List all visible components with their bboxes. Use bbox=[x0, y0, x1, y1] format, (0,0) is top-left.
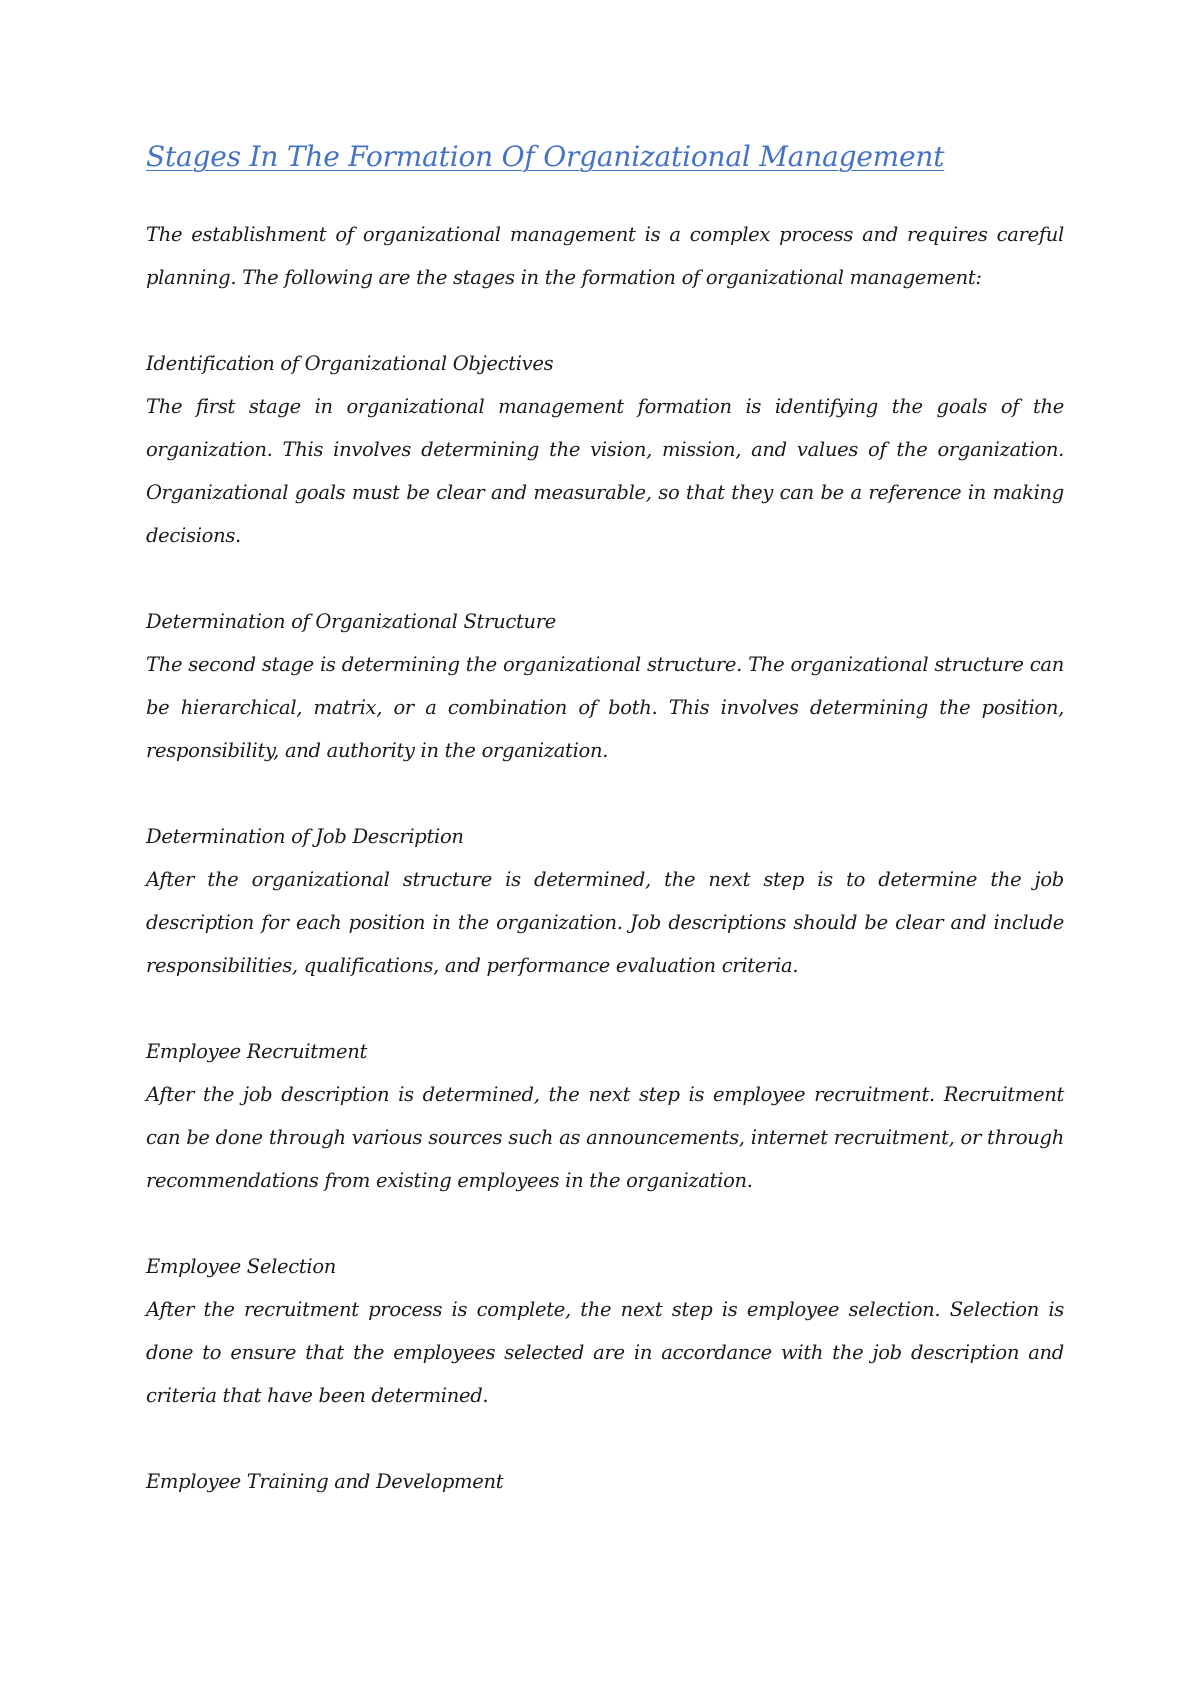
document-title[interactable]: Stages In The Formation Of Organizational Management bbox=[146, 140, 945, 173]
section-heading: Employee Selection bbox=[146, 1255, 337, 1278]
section-job-description bbox=[146, 815, 1064, 987]
section-body: The second stage is determining the organizational structure. The organizational structure can be hierarchical, matrix, or a combination of both. This involves determining the position, responsibility, and authority in the organization. bbox=[146, 653, 1064, 762]
section-body: After the job description is determined, the next step is employee recruitment. Recruitment can be done through various sources such as announcements, internet recruitment, or through recommendations from existing employees in the organization. bbox=[146, 1083, 1064, 1192]
section-selection bbox=[146, 1245, 1064, 1417]
section-heading: Employee Recruitment bbox=[146, 1040, 368, 1063]
section-heading: Identification of Organizational Objectives bbox=[146, 352, 554, 375]
intro-paragraph: The establishment of organizational management is a complex process and requires careful planning. The following are the stages in the formation of organizational management: bbox=[146, 223, 1064, 289]
section-heading: Determination of Job Description bbox=[146, 825, 464, 848]
section-recruitment bbox=[146, 1030, 1064, 1202]
section-body: After the organizational structure is determined, the next step is to determine the job description for each position in the organization. Job descriptions should be clear and include responsibilities, qualifications, and performance evaluation criteria. bbox=[146, 868, 1064, 977]
section-objectives bbox=[146, 342, 1064, 557]
section-training bbox=[146, 1460, 1064, 1503]
section-body: After the recruitment process is complete, the next step is employee selection. Selection is done to ensure that the employees selected are in accordance with the job description and criteria that have been determined. bbox=[146, 1298, 1064, 1407]
document-page bbox=[146, 140, 1064, 1546]
section-heading: Employee Training and Development bbox=[146, 1470, 504, 1493]
section-body: The first stage in organizational management formation is identifying the goals of the organization. This involves determining the vision, mission, and values of the organization. Organizational goals must be clear and measurable, so that they can be a reference in making decisions. bbox=[146, 395, 1064, 547]
section-heading: Determination of Organizational Structure bbox=[146, 610, 557, 633]
section-structure bbox=[146, 600, 1064, 772]
